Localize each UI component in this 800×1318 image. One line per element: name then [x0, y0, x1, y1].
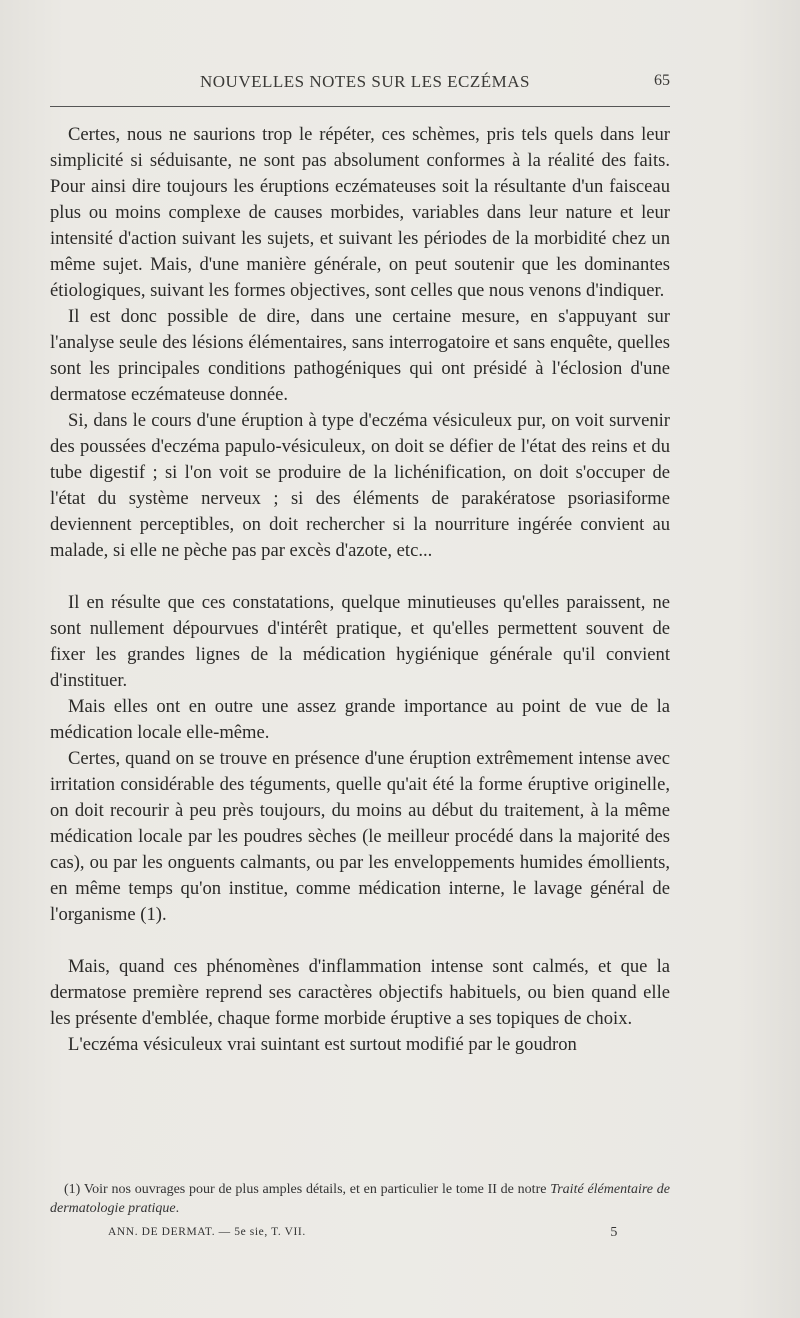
paragraph: Il est donc possible de dire, dans une certaine mesure, en s'appuyant sur l'analyse seule des lésions élémentaires, sans interrogatoire et sans enquête, quelles sont les principales conditions pathogéniques qui ont présidé à l'éclosion d'une dermatose eczémateuse donnée. — [50, 306, 670, 405]
paragraph: Il en résulte que ces constatations, quelque minutieuses qu'elles paraissent, ne sont nullement dépourvues d'intérêt pratique, et qu'elles permettent souvent de fixer les grandes lignes de la médication hygiénique générale qu'il convient d'instituer. — [50, 592, 670, 691]
paragraph: L'eczéma vésiculeux vrai suintant est surtout modifié par le goudron — [68, 1034, 577, 1055]
signature-journal: ANN. DE DERMAT. — 5e sie, T. VII. — [108, 1226, 306, 1238]
footnote-book-title: Traité élémentaire de dermatologie pratique — [50, 1182, 670, 1216]
footnote — [50, 1180, 670, 1218]
paragraph-gap — [50, 928, 670, 954]
paragraph-gap — [50, 564, 670, 590]
paragraph: Mais, quand ces phénomènes d'inflammation intense sont calmés, et que la dermatose première reprend ses caractères objectifs habituels, ou bien quand elle les présente d'emblée, chaque forme morbide éruptive a ses topiques de choix. — [50, 956, 670, 1029]
footnote-end: . — [175, 1201, 180, 1216]
paragraph: Certes, quand on se trouve en présence d'une éruption extrêmement intense avec irritation considérable des téguments, quelle qu'ait été la forme éruptive originelle, on doit recourir à peu près toujours, du moins au début du traitement, à la même médication locale par les poudres sèches (le meilleur procédé dans la majorité des cas), ou par les onguents calmants, ou par les enveloppements humides émollients, en même temps qu'on institue, comme médication interne, le lavage général de l'organisme (1). — [50, 748, 670, 925]
signature-number: 5 — [610, 1225, 618, 1240]
paragraph: Si, dans le cours d'une éruption à type d'eczéma vésiculeux pur, on voit survenir des poussées d'eczéma papulo-vésiculeux, on doit se défier de l'état des reins et du tube digestif ; si l'on voit se produire de la lichénification, on doit s'occuper de l'état du système nerveux ; si des éléments de parakératose psoriasiforme deviennent perceptibles, on doit rechercher si la nourriture ingérée convient au malade, si elle ne pèche pas par excès d'azote, etc... — [50, 410, 670, 561]
page-header — [50, 70, 670, 98]
paragraph: Certes, nous ne saurions trop le répéter, ces schèmes, pris tels quels dans leur simplicité si séduisante, ne sont pas absolument conformes à la réalité des faits. Pour ainsi dire toujours les éruptions eczémateuses soit la résultante d'un faisceau plus ou moins complexe de causes morbides, variables dans leur nature et leur intensité d'action suivant les sujets, et suivant les périodes de la morbidité chez un même sujet. Mais, d'une manière générale, on peut soutenir que les dominantes étiologiques, suivant les formes objectives, sont celles que nous venons d'indiquer. — [50, 124, 670, 301]
paragraph: Mais elles ont en outre une assez grande importance au point de vue de la médication locale elle-même. — [50, 696, 670, 743]
running-title: NOUVELLES NOTES SUR LES ECZÉMAS — [200, 72, 531, 91]
header-rule — [50, 106, 670, 107]
body-text — [50, 122, 670, 1058]
printer-signature — [108, 1226, 618, 1244]
footnote-text: (1) Voir nos ouvrages pour de plus amples détails, et en particulier le tome II de notre — [64, 1182, 551, 1197]
page-number: 65 — [654, 72, 670, 89]
